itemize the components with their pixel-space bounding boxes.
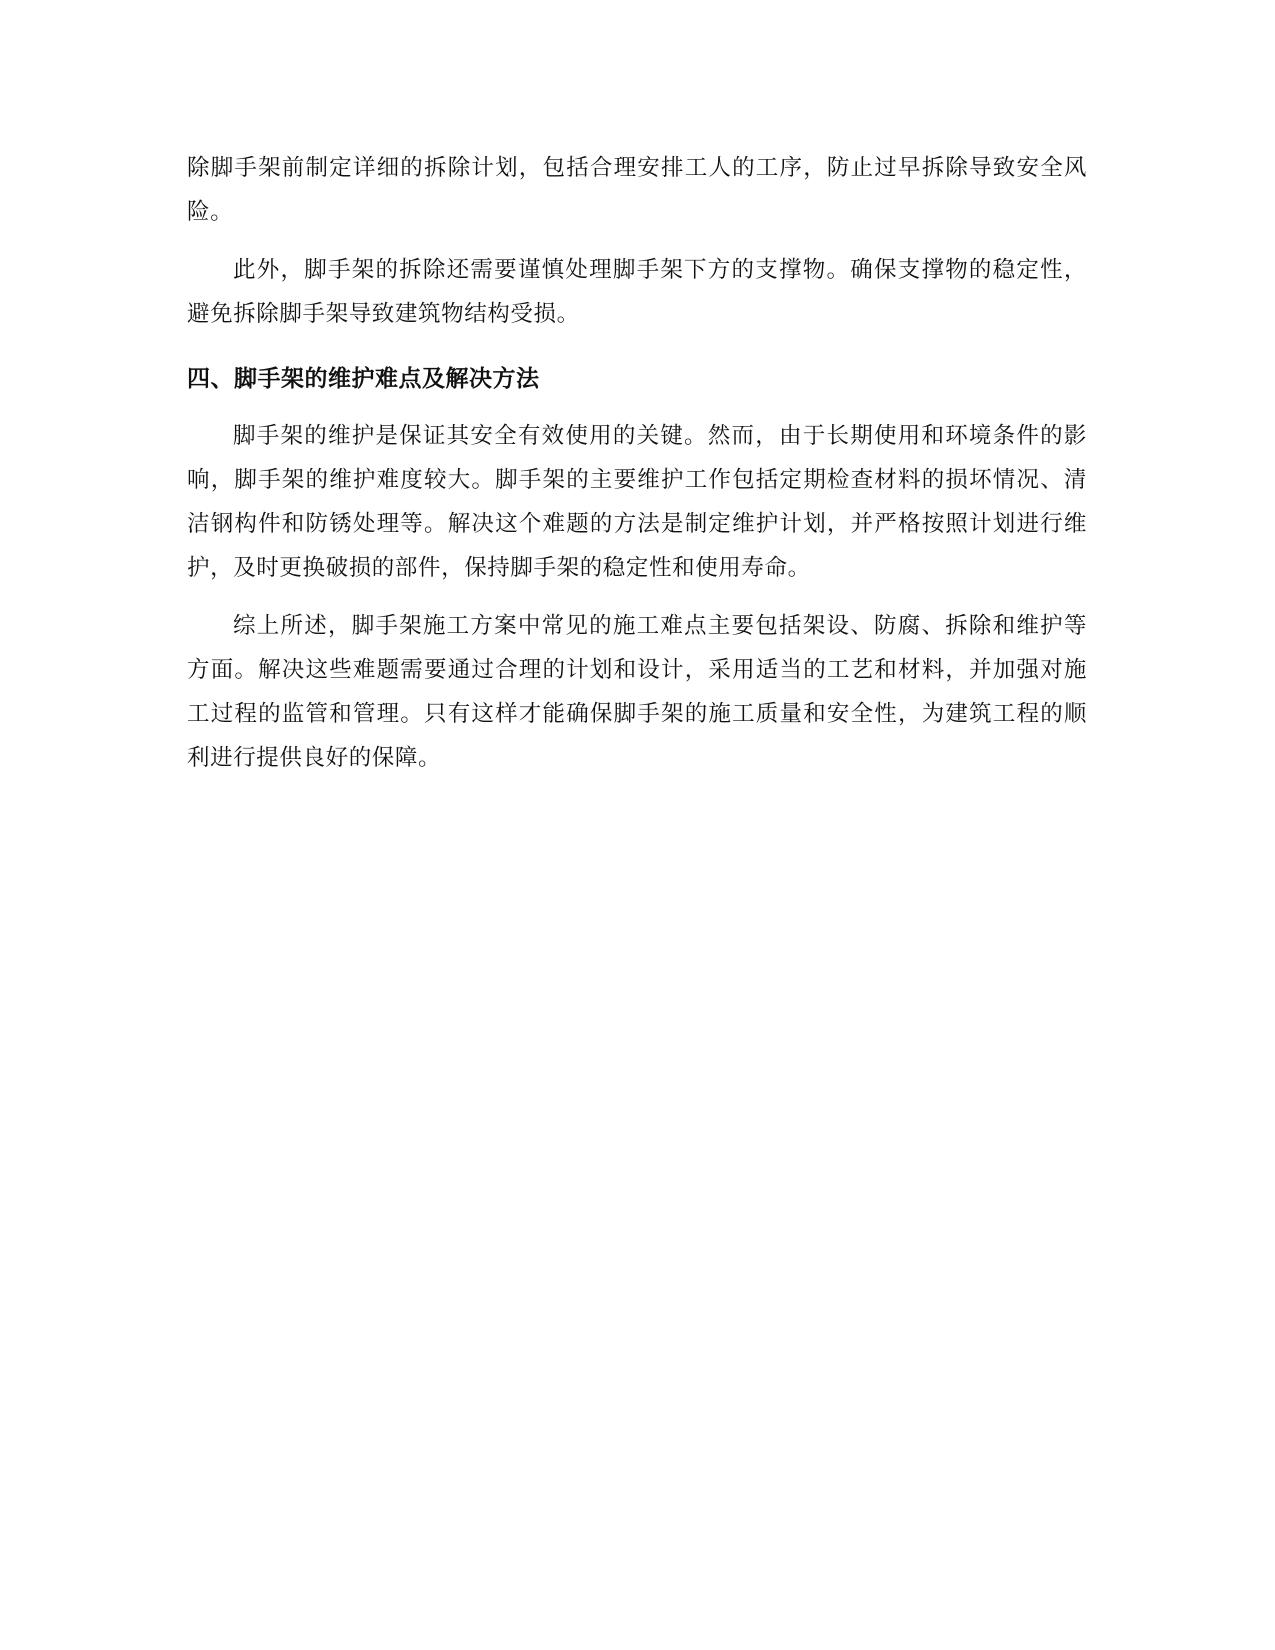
section-heading: 四、脚手架的维护难点及解决方法 [187,366,540,392]
document-body [187,146,1087,794]
paragraph-summary: 综上所述，脚手架施工方案中常见的施工难点主要包括架设、防腐、拆除和维护等方面。解决这些难题需要通过合理的计划和设计，采用适当的工艺和材料，并加强对施工过程的监管和管理。只有这样才能确保脚手架的施工质量和安全性，为建筑工程的顺利进行提供良好的保障。 [187,613,1087,771]
paragraph-continuation: 除脚手架前制定详细的拆除计划，包括合理安排工人的工序，防止过早拆除导致安全风险。 [187,155,1087,225]
paragraph-support-stability: 此外，脚手架的拆除还需要谨慎处理脚手架下方的支撑物。确保支撑物的稳定性，避免拆除脚手架导致建筑物结构受损。 [187,257,1087,327]
paragraph-maintenance: 脚手架的维护是保证其安全有效使用的关键。然而，由于长期使用和环境条件的影响，脚手架的维护难度较大。脚手架的主要维护工作包括定期检查材料的损坏情况、清洁钢构件和防锈处理等。解决这个难题的方法是制定维护计划，并严格按照计划进行维护，及时更换破损的部件，保持脚手架的稳定性和使用寿命。 [187,423,1087,581]
